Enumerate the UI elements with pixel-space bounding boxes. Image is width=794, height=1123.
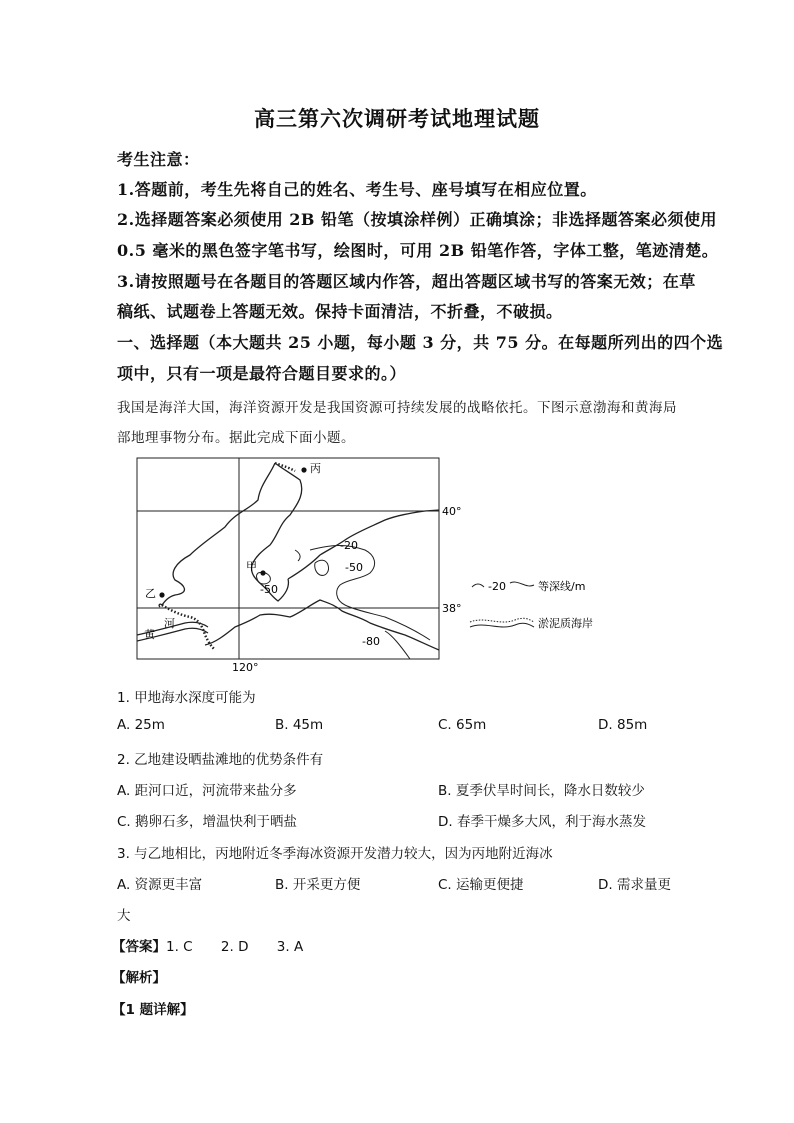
point-yi-marker — [159, 592, 164, 597]
label-depth-minus-50-west: -50 — [260, 583, 278, 596]
legend-contour-value: -20 — [488, 580, 506, 593]
question-2-option-d: D. 春季干燥多大风，利于海水蒸发 — [438, 814, 646, 830]
label-depth-minus-80: -80 — [362, 635, 380, 648]
analysis-tag: 【解析】 — [112, 970, 166, 986]
point-bing-marker — [301, 467, 306, 472]
answer-line — [112, 935, 303, 955]
question-3-stem: 3. 与乙地相比，丙地附近冬季海冰资源开发潜力较大，因为丙地附近海冰 — [117, 846, 553, 862]
point-jia-marker — [260, 570, 265, 575]
answer-1: 1. C — [166, 939, 193, 955]
label-river-huang: 黄 — [144, 628, 155, 641]
question-2-option-b: B. 夏季伏旱时间长，降水日数较少 — [438, 783, 645, 799]
notice-item-2a: 2.选择题答案必须使用 2B 铅笔（按填涂样例）正确填涂；非选择题答案必须使用 — [117, 210, 718, 229]
detail-tag: 【1 题详解】 — [112, 1002, 194, 1018]
label-place-jia: 甲 — [246, 560, 257, 573]
question-1-stem: 1. 甲地海水深度可能为 — [117, 690, 256, 706]
answer-tag: 【答案】 — [112, 939, 166, 955]
label-depth-minus-50-east: -50 — [345, 561, 363, 574]
label-river-he: 河 — [164, 617, 175, 630]
label-lon-120: 120° — [232, 661, 259, 674]
section-heading-1: 一、选择题（本大题共 25 小题，每小题 3 分，共 75 分。在每题所列出的四个选 — [117, 333, 724, 352]
notice-item-1: 1.答题前，考生先将自己的姓名、考生号、座号填写在相应位置。 — [117, 180, 597, 199]
question-3-option-b: B. 开采更方便 — [275, 877, 361, 893]
map-frame — [137, 458, 439, 659]
question-3-option-d-overflow: 大 — [117, 908, 131, 924]
bohai-yellow-sea-map — [130, 455, 630, 675]
question-3-option-a: A. 资源更丰富 — [117, 877, 203, 893]
question-3-option-c: C. 运输更便捷 — [438, 877, 524, 893]
legend-contour-label: 等深线/m — [538, 580, 586, 593]
legend-coast-line-b — [470, 618, 534, 622]
answer-3: 3. A — [276, 939, 304, 955]
label-place-yi: 乙 — [145, 587, 156, 600]
answer-2: 2. D — [220, 939, 249, 955]
notice-item-3b: 稿纸、试题卷上答题无效。保持卡面清洁，不折叠，不破损。 — [117, 302, 563, 321]
question-2-option-a: A. 距河口近，河流带来盐分多 — [117, 783, 297, 799]
legend-contour-sample — [472, 584, 484, 587]
question-1-option-b: B. 45m — [275, 717, 324, 733]
notice-item-3a: 3.请按照题号在各题目的答题区域内作答，超出答题区域书写的答案无效；在草 — [117, 272, 696, 291]
label-lat-40: 40° — [442, 505, 462, 518]
coastline-east — [288, 510, 439, 579]
intro-line-1: 我国是海洋大国，海洋资源开发是我国资源可持续发展的战略依托。下图示意渤海和黄海局 — [117, 400, 677, 416]
question-1-option-a: A. 25m — [117, 717, 165, 733]
notice-item-2b: 0.5 毫米的黑色签字笔书写，绘图时，可用 2B 铅笔作答，字体工整，笔迹清楚。 — [117, 241, 719, 260]
coastline-west — [159, 463, 275, 607]
label-place-bing: 丙 — [310, 462, 321, 475]
page-title: 高三第六次调研考试地理试题 — [254, 106, 540, 131]
question-2-option-c: C. 鹅卵石多，增温快利于晒盐 — [117, 814, 298, 830]
question-2-stem: 2. 乙地建设晒盐滩地的优势条件有 — [117, 752, 324, 768]
intro-line-2: 部地理事物分布。据此完成下面小题。 — [117, 430, 355, 446]
legend-coast-label: 淤泥质海岸 — [538, 617, 593, 630]
notice-heading: 考生注意： — [117, 150, 200, 169]
section-heading-2: 项中，只有一项是最符合题目要求的。） — [117, 364, 407, 383]
question-1-option-d: D. 85m — [598, 717, 648, 733]
question-3-option-d: D. 需求量更 — [598, 877, 671, 893]
contour-minus-50-east — [315, 560, 329, 575]
question-1-option-c: C. 65m — [438, 717, 487, 733]
legend-contour-line — [510, 582, 534, 586]
legend-coast-line-a — [470, 623, 534, 627]
coast-detail — [295, 550, 300, 561]
coastline-liaodong — [252, 463, 302, 601]
label-depth-minus-20: -20 — [340, 539, 358, 552]
contour-minus-20 — [310, 545, 430, 640]
label-lat-38: 38° — [442, 602, 462, 615]
